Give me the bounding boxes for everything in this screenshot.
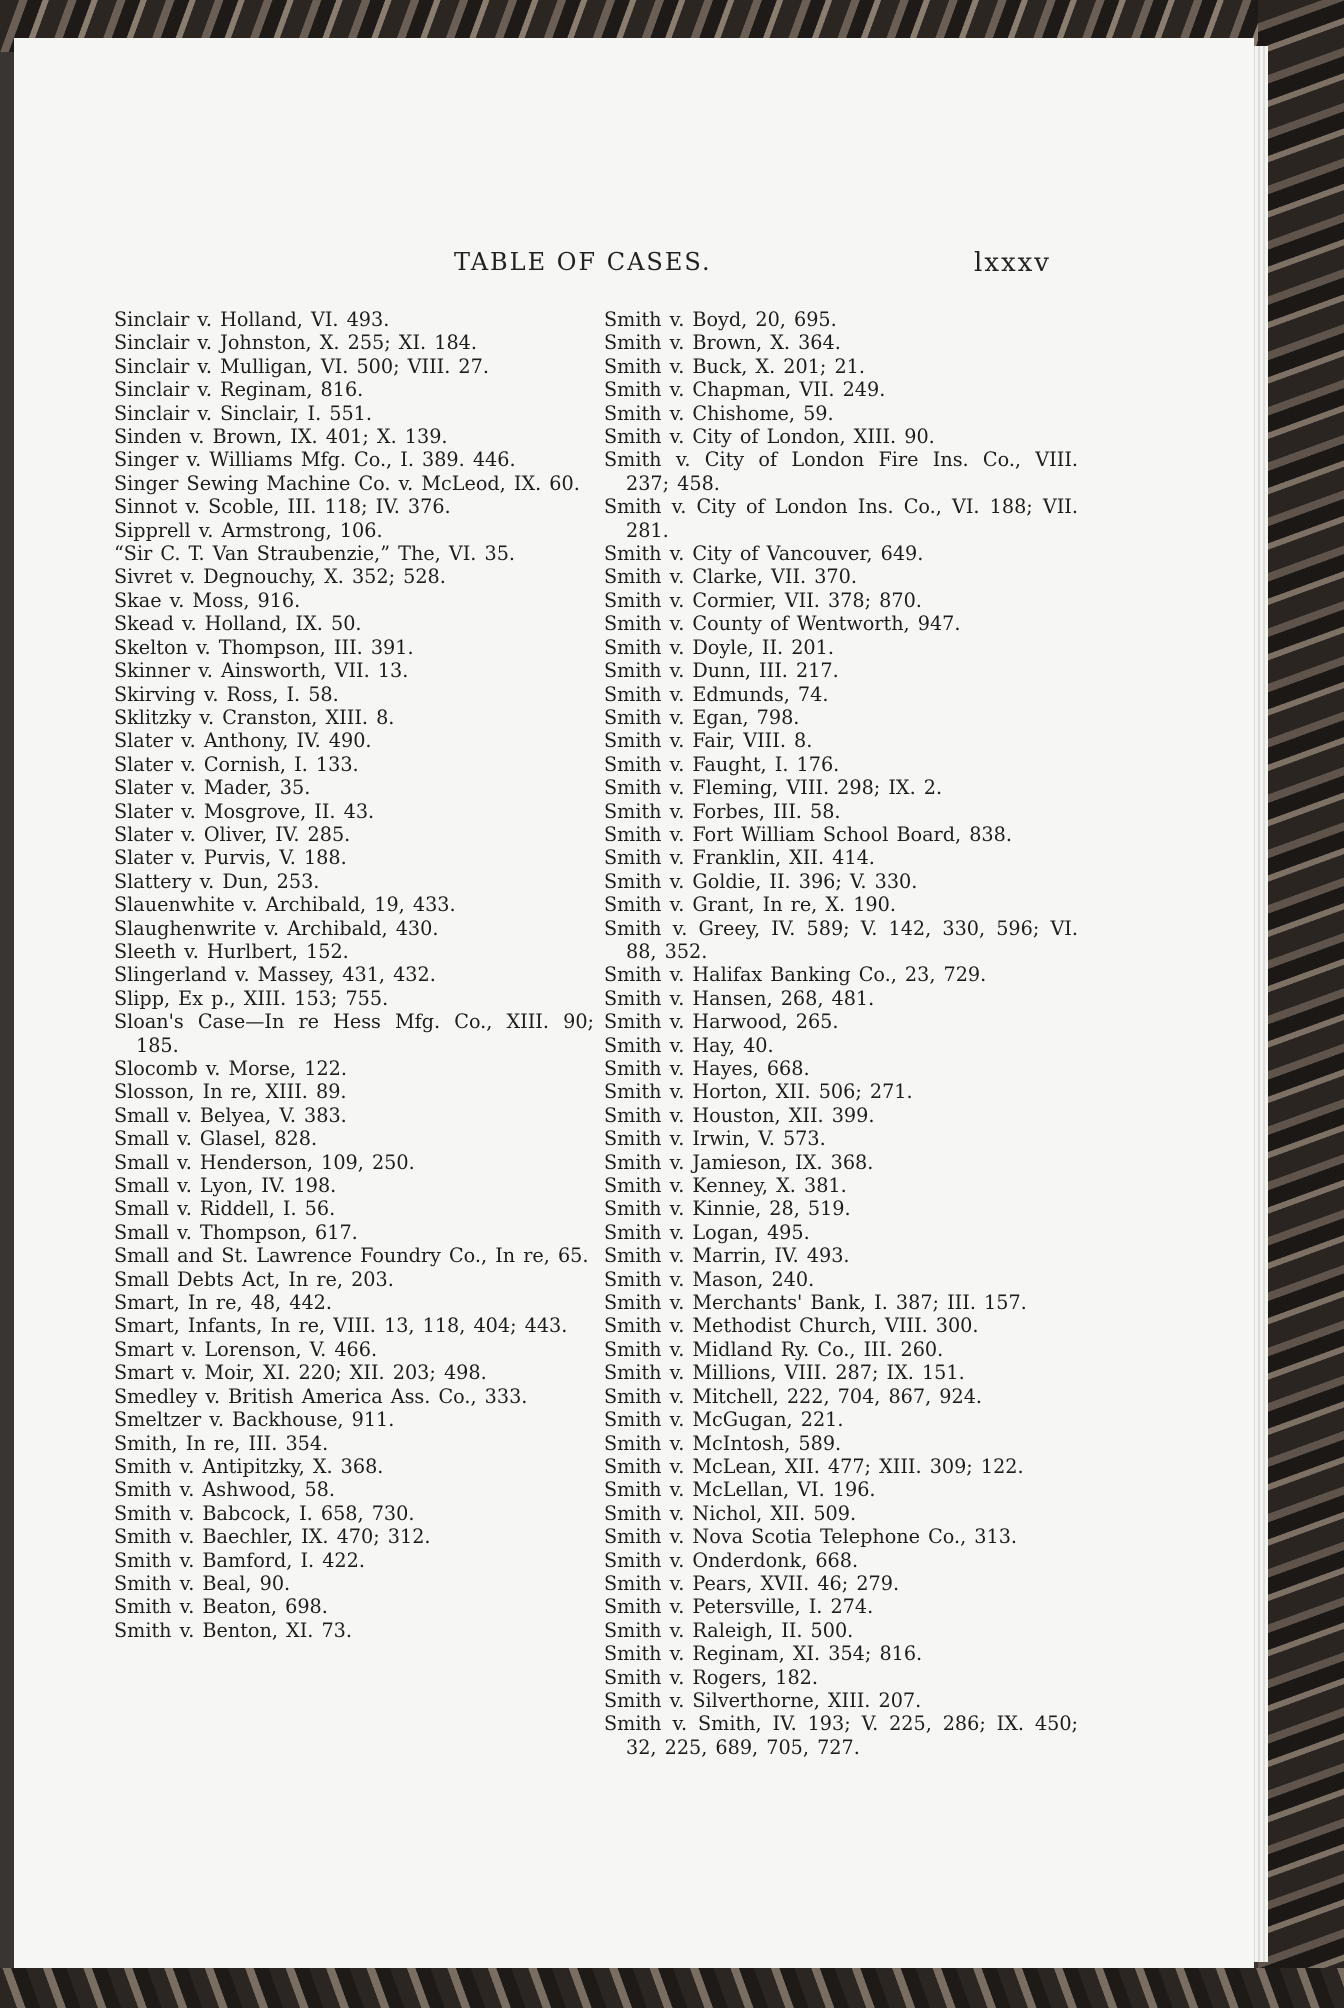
case-entry: Smith v. Mason, 240.: [604, 1267, 815, 1291]
case-entry: Slingerland v. Massey, 431, 432.: [114, 963, 436, 987]
case-entry: Slater v. Cornish, I. 133.: [114, 752, 359, 776]
case-entry: Smith v. Mitchell, 222, 704, 867, 924.: [604, 1384, 983, 1408]
case-entry: Smith v. Silverthorne, XIII. 207.: [604, 1688, 922, 1712]
case-entry: Singer v. Williams Mfg. Co., I. 389. 446.: [114, 448, 516, 472]
case-entry: Smith v. Logan, 495.: [604, 1220, 810, 1244]
case-entry: Smith v. City of London Fire Ins. Co., VIII. 237; 458.: [604, 448, 1078, 495]
case-entry: Smith v. Pears, XVII. 46; 279.: [604, 1571, 900, 1595]
case-entry: Smith v. Fort William School Board, 838.: [604, 822, 1012, 846]
case-entry: Sinclair v. Reginam, 816.: [114, 378, 364, 402]
case-entry: Smith v. Bamford, I. 422.: [114, 1548, 365, 1572]
case-entry: Small and St. Lawrence Foundry Co., In re, 65.: [114, 1244, 589, 1268]
case-entry: Smith v. Greey, IV. 589; V. 142, 330, 596; VI. 88, 352.: [604, 916, 1078, 963]
page-number: lxxxv: [974, 248, 1051, 278]
case-entry: Smith v. Hay, 40.: [604, 1033, 774, 1057]
case-entry: Smith v. Boyd, 20, 695.: [604, 308, 837, 331]
case-entry: Smith v. Buck, X. 201; 21.: [604, 354, 865, 378]
case-entry: Smith v. Clarke, VII. 370.: [604, 565, 857, 589]
case-entry: Sinclair v. Johnston, X. 255; XI. 184.: [114, 331, 477, 355]
case-entry: Sinclair v. Sinclair, I. 551.: [114, 401, 372, 425]
case-entry: Smith v. Methodist Church, VIII. 300.: [604, 1314, 979, 1338]
case-entry: Slater v. Oliver, IV. 285.: [114, 822, 351, 846]
case-entry: Smith v. Antipitzky, X. 368.: [114, 1454, 384, 1478]
case-entry: Smart v. Moir, XI. 220; XII. 203; 498.: [114, 1361, 487, 1385]
case-entry: Smith v. McLellan, VI. 196.: [604, 1478, 876, 1502]
case-entry: Smith v. Kenney, X. 381.: [604, 1174, 847, 1198]
case-entry: Slater v. Mosgrove, II. 43.: [114, 799, 375, 823]
case-entry: Slosson, In re, XIII. 89.: [114, 1080, 347, 1104]
case-entry: Smith v. Baechler, IX. 470; 312.: [114, 1525, 431, 1549]
case-entry: Slater v. Purvis, V. 188.: [114, 846, 347, 870]
case-entry: Skelton v. Thompson, III. 391.: [114, 635, 414, 659]
case-entry: Skead v. Holland, IX. 50.: [114, 612, 362, 636]
case-entry: Slater v. Anthony, IV. 490.: [114, 729, 372, 753]
case-entry: Small v. Henderson, 109, 250.: [114, 1150, 415, 1174]
case-entry: Smith v. McLean, XII. 477; XIII. 309; 122.: [604, 1454, 1024, 1478]
case-entry: Small v. Lyon, IV. 198.: [114, 1174, 337, 1198]
case-entry: Smith v. Beal, 90.: [114, 1571, 291, 1595]
case-entry: Smith v. City of London, XIII. 90.: [604, 425, 935, 449]
case-entry: Smith v. Reginam, XI. 354; 816.: [604, 1642, 923, 1666]
case-entry: Smith v. Hayes, 668.: [604, 1057, 810, 1080]
running-header: [14, 248, 1254, 288]
case-entry: Sloan's Case—In re Hess Mfg. Co., XIII. 90; 185.: [114, 1010, 594, 1057]
case-entry: Slaughenwrite v. Archibald, 430.: [114, 916, 439, 940]
case-entry: Smith v. Nova Scotia Telephone Co., 313.: [604, 1525, 1018, 1549]
left-column: [114, 308, 594, 1642]
case-entry: Smith v. Marrin, IV. 493.: [604, 1244, 850, 1268]
case-entry: Smith v. Benton, XI. 73.: [114, 1618, 352, 1642]
case-entry: Smith v. Goldie, II. 396; V. 330.: [604, 869, 918, 893]
case-entry: Smith v. Fair, VIII. 8.: [604, 729, 813, 753]
case-entry: Smith v. City of London Ins. Co., VI. 188; VII. 281.: [604, 495, 1078, 542]
case-entry: Smith v. Brown, X. 364.: [604, 331, 841, 355]
case-entry: Small v. Thompson, 617.: [114, 1220, 358, 1244]
case-entry: Skae v. Moss, 916.: [114, 588, 301, 612]
case-entry: Smith v. Horton, XII. 506; 271.: [604, 1080, 913, 1104]
case-entry: Smith v. Midland Ry. Co., III. 260.: [604, 1337, 944, 1361]
case-entry: Smart, Infants, In re, VIII. 13, 118, 404; 443.: [114, 1314, 568, 1338]
case-entry: Smith v. Doyle, II. 201.: [604, 635, 834, 659]
case-entry: Smith v. Dunn, III. 217.: [604, 659, 839, 683]
case-entry: Smith v. Beaton, 698.: [114, 1595, 328, 1619]
case-entry: Skinner v. Ainsworth, VII. 13.: [114, 659, 409, 683]
case-entry: Sleeth v. Hurlbert, 152.: [114, 939, 349, 963]
case-entry: Sivret v. Degnouchy, X. 352; 528.: [114, 565, 446, 589]
case-entry: Smith v. Harwood, 265.: [604, 1010, 839, 1034]
case-entry: Smith v. McGugan, 221.: [604, 1408, 844, 1432]
book-page: [14, 38, 1254, 1968]
case-entry: Smith v. Fleming, VIII. 298; IX. 2.: [604, 776, 943, 800]
case-entry: Smith v. Hansen, 268, 481.: [604, 986, 875, 1010]
case-entry: Smith v. Millions, VIII. 287; IX. 151.: [604, 1361, 965, 1385]
page-title: TABLE OF CASES.: [454, 248, 712, 276]
case-entry: Slipp, Ex p., XIII. 153; 755.: [114, 986, 389, 1010]
case-entry: Smart v. Lorenson, V. 466.: [114, 1337, 378, 1361]
case-entry: Smith v. Ashwood, 58.: [114, 1478, 335, 1502]
case-entry: Smith v. Smith, IV. 193; V. 225, 286; IX. 450; 32, 225, 689, 705, 727.: [604, 1712, 1078, 1759]
case-entry: Sklitzky v. Cranston, XIII. 8.: [114, 705, 395, 729]
case-entry: Smith v. County of Wentworth, 947.: [604, 612, 961, 636]
case-entry: Smith v. Egan, 798.: [604, 705, 800, 729]
case-entry: Smith v. Chapman, VII. 249.: [604, 378, 886, 402]
case-entry: Slattery v. Dun, 253.: [114, 869, 320, 893]
case-entry: Small v. Belyea, V. 383.: [114, 1103, 347, 1127]
case-entry: Smith v. Nichol, XII. 509.: [604, 1501, 857, 1525]
case-entry: Smith v. City of Vancouver, 649.: [604, 542, 924, 566]
case-entry: Smith v. Chishome, 59.: [604, 401, 834, 425]
case-entry: Smith v. Kinnie, 28, 519.: [604, 1197, 851, 1221]
case-entry: Smith v. Halifax Banking Co., 23, 729.: [604, 963, 987, 987]
right-column: [604, 308, 1078, 1759]
case-entry: Smith v. Houston, XII. 399.: [604, 1103, 875, 1127]
case-entry: Smith v. Grant, In re, X. 190.: [604, 893, 896, 917]
case-entry: Small Debts Act, In re, 203.: [114, 1267, 394, 1291]
case-entry: Sipprell v. Armstrong, 106.: [114, 518, 383, 542]
case-entry: Sinden v. Brown, IX. 401; X. 139.: [114, 425, 448, 449]
case-entry: Sinnot v. Scoble, III. 118; IV. 376.: [114, 495, 451, 519]
case-entry: Small v. Glasel, 828.: [114, 1127, 318, 1151]
case-entry: “Sir C. T. Van Straubenzie,” The, VI. 35.: [114, 542, 516, 566]
case-entry: Smith v. Jamieson, IX. 368.: [604, 1150, 874, 1174]
case-entry: Sinclair v. Mulligan, VI. 500; VIII. 27.: [114, 354, 489, 378]
case-entry: Slocomb v. Morse, 122.: [114, 1057, 347, 1080]
case-entry: Smith, In re, III. 354.: [114, 1431, 329, 1455]
case-entry: Smith v. Irwin, V. 573.: [604, 1127, 826, 1151]
case-entry: Smith v. Franklin, XII. 414.: [604, 846, 875, 870]
case-entry: Smeltzer v. Backhouse, 911.: [114, 1408, 395, 1432]
case-entry: Smith v. Raleigh, II. 500.: [604, 1618, 854, 1642]
cover-edge-bottom: [0, 1968, 1344, 2008]
case-entry: Smith v. Faught, I. 176.: [604, 752, 840, 776]
case-entry: Smith v. Rogers, 182.: [604, 1665, 818, 1689]
case-entry: Smart, In re, 48, 442.: [114, 1291, 332, 1315]
case-entry: Smith v. Babcock, I. 658, 730.: [114, 1501, 415, 1525]
case-entry: Skirving v. Ross, I. 58.: [114, 682, 339, 706]
case-entry: Smith v. Onderdonk, 668.: [604, 1548, 859, 1572]
case-entry: Smedley v. British America Ass. Co., 333.: [114, 1384, 528, 1408]
case-entry: Smith v. Cormier, VII. 378; 870.: [604, 588, 922, 612]
case-entry: Smith v. McIntosh, 589.: [604, 1431, 842, 1455]
case-entry: Slater v. Mader, 35.: [114, 776, 311, 800]
case-entry: Slauenwhite v. Archibald, 19, 433.: [114, 893, 456, 917]
cover-edge-right: [1258, 0, 1344, 2008]
case-entry: Smith v. Petersville, I. 274.: [604, 1595, 874, 1619]
case-entry: Small v. Riddell, I. 56.: [114, 1197, 336, 1221]
case-entry: Smith v. Forbes, III. 58.: [604, 799, 841, 823]
case-entry: Singer Sewing Machine Co. v. McLeod, IX. 60.: [114, 471, 580, 495]
case-entry: Smith v. Edmunds, 74.: [604, 682, 829, 706]
case-entry: Sinclair v. Holland, VI. 493.: [114, 308, 390, 331]
case-entry: Smith v. Merchants' Bank, I. 387; III. 157.: [604, 1291, 1027, 1315]
